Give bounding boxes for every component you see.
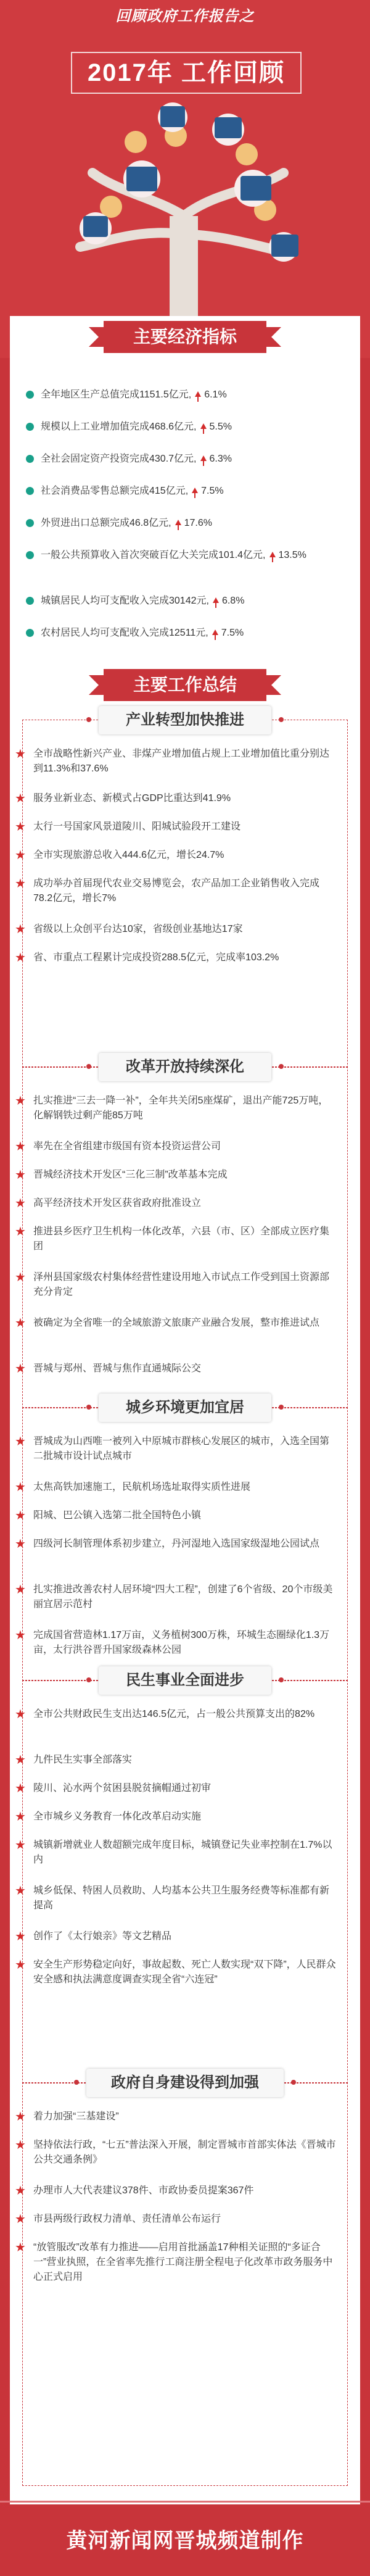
up-arrow-icon xyxy=(200,423,207,429)
list-item: ★ 城镇新增就业人数超额完成年度目标，城镇登记失业率控制在1.7%以内 xyxy=(15,1839,332,1865)
list-item: ★ 率先在全省组建市级国有资本投资运营公司 xyxy=(15,1140,221,1153)
list-item: ★ 创作了《太行娘亲》等文艺精品 xyxy=(15,1930,172,1943)
star-icon: ★ xyxy=(15,1583,26,1597)
subsection-title: 改革开放持续深化 xyxy=(99,1053,271,1081)
star-icon: ★ xyxy=(15,1958,26,1972)
star-icon: ★ xyxy=(15,1094,26,1108)
star-icon: ★ xyxy=(15,747,26,761)
star-icon: ★ xyxy=(15,1782,26,1795)
list-item: ★ 太焦高铁加速施工，民航机场选址取得实质性进展 xyxy=(15,1481,251,1494)
star-icon: ★ xyxy=(15,2184,26,2198)
up-arrow-icon xyxy=(175,520,181,525)
up-arrow-icon xyxy=(192,488,198,493)
up-arrow-icon xyxy=(200,455,207,461)
star-icon: ★ xyxy=(15,951,26,965)
list-item: ★ 扎实推进改善农村人居环境“四大工程”，创建了6个省级、20个市级美丽宜居示范村 xyxy=(15,1583,333,1610)
teal-dot-icon xyxy=(26,423,34,431)
work-section-title: 主要工作总结 xyxy=(104,669,266,701)
star-icon: ★ xyxy=(15,2138,26,2152)
list-item: ★ 高平经济技术开发区获省政府批准设立 xyxy=(15,1197,202,1210)
star-icon: ★ xyxy=(15,1435,26,1448)
list-item: ★ 九件民生实事全部落实 xyxy=(15,1753,133,1767)
list-item: ★ 省级以上众创平台达10家，省级创业基地达17家 xyxy=(15,923,243,936)
star-icon: ★ xyxy=(15,820,26,834)
list-item: ★ 推进县乡医疗卫生机构一体化改革，六县（市、区）全部成立医疗集团 xyxy=(15,1225,330,1252)
star-icon: ★ xyxy=(15,1271,26,1284)
teal-dot-icon xyxy=(26,519,34,527)
teal-dot-icon xyxy=(26,597,34,605)
star-icon: ★ xyxy=(15,2110,26,2124)
list-item: ★ “放管服改”改革有力推进——启用首批涵盖17种相关证照的“多证合一”营业执照，在全省率先推行工商注册全程电子化改革市政务服务中心正式启用 xyxy=(15,2241,333,2282)
up-arrow-icon xyxy=(212,629,218,635)
star-icon: ★ xyxy=(15,792,26,805)
up-arrow-icon xyxy=(195,391,201,397)
star-icon: ★ xyxy=(15,1810,26,1824)
list-item: ★ 市县两级行政权力清单、责任清单公布运行 xyxy=(15,2212,221,2226)
star-icon: ★ xyxy=(15,1537,26,1551)
up-arrow-icon xyxy=(269,552,276,557)
subsection-title: 政府自身建设得到加强 xyxy=(86,2069,284,2097)
list-item: ★ 扎实推进“三去一降一补”，全年共关闭5座煤矿，退出产能725万吨，化解钢铁过剩产能85万吨 xyxy=(15,1094,329,1121)
star-icon: ★ xyxy=(15,1629,26,1642)
star-icon: ★ xyxy=(15,1481,26,1494)
page-title: 2017年 工作回顾 xyxy=(71,52,302,94)
star-icon: ★ xyxy=(15,877,26,891)
star-icon: ★ xyxy=(15,1140,26,1153)
list-item: ★ 完成国省营造林1.17万亩，义务植树300万株，环城生态圈绿化1.3万亩，太行洪谷晋升国家级森林公园 xyxy=(15,1629,330,1655)
star-icon: ★ xyxy=(15,1884,26,1898)
star-icon: ★ xyxy=(15,1930,26,1943)
list-item: ★ 省、市重点工程累计完成投资288.5亿元，完成率103.2% xyxy=(15,951,279,965)
subsection-title: 民生事业全面进步 xyxy=(99,1666,271,1695)
list-item: ★ 四级河长制管理体系初步建立，丹河湿地入选国家级湿地公园试点 xyxy=(15,1537,320,1551)
subsection-title: 城乡环境更加宜居 xyxy=(99,1394,271,1422)
list-item: ★ 全市公共财政民生支出达146.5亿元，占一般公共预算支出的82% xyxy=(15,1708,315,1721)
list-item: ★ 成功举办首届现代农业交易博览会，农产品加工企业销售收入完成78.2亿元，增长7% xyxy=(15,877,320,904)
star-icon: ★ xyxy=(15,1316,26,1330)
list-item: ★ 坚持依法行政，“七五”普法深入开展，制定晋城市首部实体法《晋城市公共交通条例》 xyxy=(15,2138,336,2165)
footer-credit: 黄河新闻网晋城频道制作 xyxy=(66,2529,304,2553)
star-icon: ★ xyxy=(15,1708,26,1721)
footer-divider xyxy=(0,2501,370,2503)
list-item: ★ 着力加强“三基建设” xyxy=(15,2110,119,2124)
subsection-title: 产业转型加快推进 xyxy=(99,706,271,734)
star-icon: ★ xyxy=(15,923,26,936)
list-item: ★ 全市城乡义务教育一体化改革启动实施 xyxy=(15,1810,202,1824)
star-icon: ★ xyxy=(15,1168,26,1182)
teal-dot-icon xyxy=(26,455,34,463)
star-icon: ★ xyxy=(15,1225,26,1239)
star-icon: ★ xyxy=(15,849,26,862)
list-item: ★ 太行一号国家风景道陵川、阳城试验段开工建设 xyxy=(15,820,241,834)
star-icon: ★ xyxy=(15,1839,26,1852)
list-item: ★ 晋城成为山西唯一被列入中原城市群核心发展区的城市，入选全国第二批城市设计试点城市 xyxy=(15,1435,330,1461)
list-item: ★ 被确定为全省唯一的全域旅游文旅康产业融合发展，整市推进试点 xyxy=(15,1316,320,1330)
list-item: ★ 晋城经济技术开发区“三化三制”改革基本完成 xyxy=(15,1168,228,1182)
list-item: ★ 晋城与郑州、晋城与焦作直通城际公交 xyxy=(15,1362,202,1376)
econ-section-title: 主要经济指标 xyxy=(104,321,266,353)
report-banner: 回顾政府工作报告之 xyxy=(115,8,255,25)
hero-banner xyxy=(0,0,370,358)
teal-dot-icon xyxy=(26,391,34,399)
star-icon: ★ xyxy=(15,2212,26,2226)
star-icon: ★ xyxy=(15,1509,26,1523)
list-item: ★ 全市实现旅游总收入444.6亿元，增长24.7% xyxy=(15,849,224,862)
list-item: ★ 阳城、巴公镇入选第二批全国特色小镇 xyxy=(15,1509,202,1523)
subsection-box xyxy=(15,1680,348,2084)
up-arrow-icon xyxy=(213,597,219,603)
list-item: ★ 全市战略性新兴产业、非煤产业增加值占规上工业增加值比重分别达到11.3%和37.6% xyxy=(15,747,330,774)
star-icon: ★ xyxy=(15,1197,26,1210)
teal-dot-icon xyxy=(26,551,34,559)
star-icon: ★ xyxy=(15,1362,26,1376)
teal-dot-icon xyxy=(26,487,34,495)
list-item: ★ 办理市人大代表建议378件、市政协委员提案367件 xyxy=(15,2184,254,2198)
list-item: ★ 城乡低保、特困人员救助、人均基本公共卫生服务经费等标准都有新提高 xyxy=(15,1884,330,1911)
teal-dot-icon xyxy=(26,629,34,637)
list-item: ★ 泽州县国家级农村集体经营性建设用地入市试点工作受到国土资源部充分肯定 xyxy=(15,1271,330,1297)
list-item: ★ 安全生产形势稳定向好，事故起数、死亡人数实现“双下降”，人民群众安全感和执法满意度调查实现全省“六连冠” xyxy=(15,1958,336,1985)
star-icon: ★ xyxy=(15,1753,26,1767)
infographic-page: 回顾政府工作报告之 2017年 工作回顾 主要经济指标 全年地区生产总值完成1151.5亿元, 6.1% 规模以上工业增加值完成468.6亿元, 5.5% 全社会固定资产投资完成430.7亿元, 6.3% 社会消费品零售总额完成415亿元, 7.5% 外贸进出口总额完成46.8亿元, 17.6% 一般公共预算收入首次突破百亿大关完成101.4亿元, 13.5% 城镇居民人均可支配收入完成30142元, 6.8% 农村居民人均可支配收入完成12511元, 7.5% 主要工作总结 产业转型加快推进 ★ 全市战略性新兴产业、非煤产业增加值占规上工业增加值比重分别达到11.3%和37.6% ★ 服务业新业态、新模式占GDP比重达到41.9% ★ 太行一号国家风景道陵川、阳城试验段开工建设 ★ 全市实现旅游总收入444.6亿元，增长24.7% ★ 成功举办首届现代农业交易博览会，农产品加工企业销售收入完成78.2亿元，增长7% ★ 省级以上众创平台达10家，省级创业基地达17家 ★ 省、市重点工程累计完成投资288.5亿元，完成率103.2% 改革开放持续深化 ★ 扎实推进“三去一降一补”，全年共关闭5座煤矿，退出产能725万吨，化解钢铁过剩产能85万吨 ★ 率先在全省组建市级国有资本投资运营公司 ★ 晋城经济技术开发区“三化三制”改革基本完成 ★ 高平经济技术开发区获省政府批准设立 ★ 推进县乡医疗卫生机构一体化改革，六县（市、区）全部成立医疗集团 ★ 泽州县国家级农村集体经营性建设用地入市试点工作受到国土资源部充分肯定 ★ 被确定为全省唯一的全域旅游文旅康产业融合发展，整市推进试点 ★ 晋城与郑州、晋城与焦作直通城际公交 城乡环境更加宜居 ★ 晋城成为山西唯一被列入中原城市群核心发展区的城市，入选全国第二批城市设计试点城市 ★ 太焦高铁加速施工，民航机场选址取得实质性进展 ★ 阳城、巴公镇入选第二批全国特色小镇 ★ 四级河长制管理体系初步建立，丹河湿地入选国家级湿地公园试点 ★ 扎实推进改善农村人居环境“四大工程”，创建了6个省级、20个市级美丽宜居示范村 ★ 完成国省营造林1.17万亩，义务植树300万株，环城生态圈绿化1.3万亩，太行洪谷晋升国家级森林公园 民生事业全面进步 ★ 全市公共财政民生支出达146.5亿元，占一般公共预算支出的82% ★ 九件民生实事全部落实 ★ 陵川、沁水两个贫困县脱贫摘帽通过初审 ★ 全市城乡义务教育一体化改革启动实施 ★ 城镇新增就业人数超额完成年度目标，城镇登记失业率控制在1.7%以内 ★ 城乡低保、特困人员救助、人均基本公共卫生服务经费等标准都有新提高 ★ 创作了《太行娘亲》等文艺精品 ★ 安全生产形势稳定向好，事故起数、死亡人数实现“双下降”，人民群众安全感和执法满意度调查实现全省“六连冠” 政府自身建设得到加强 ★ 着力加强“三基建设” ★ 坚持依法行政，“七五”普法深入开展，制定晋城市首部实体法《晋城市公共交通条例》 ★ 办理市人大代表建议378件、市政协委员提案367件 ★ 市县两级行政权力清单、责任清单公布运行 ★ “放管服改”改革有力推进——启用首批涵盖17种相关证照的“多证合一”营业执照，在全省率先推行工商注册全程电子化改革市政务服务中心正式启用 黄河新闻网晋城频道制作 xyxy=(0,0,370,2576)
list-item: ★ 服务业新业态、新模式占GDP比重达到41.9% xyxy=(15,792,231,805)
star-icon: ★ xyxy=(15,2241,26,2254)
list-item: ★ 陵川、沁水两个贫困县脱贫摘帽通过初审 xyxy=(15,1782,212,1795)
